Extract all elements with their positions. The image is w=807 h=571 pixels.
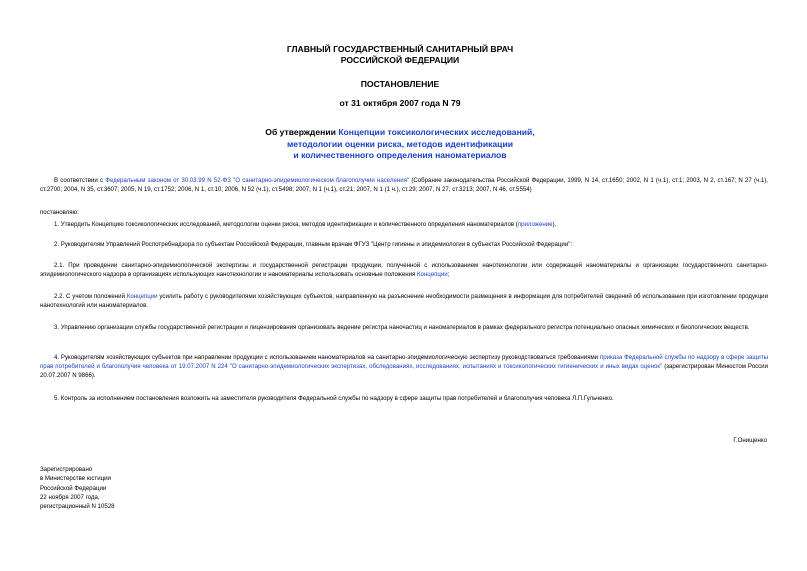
title-concept-link[interactable]: Концепции токсикологических исследований,	[338, 127, 535, 137]
concept-link-2-2[interactable]: Концепции	[126, 293, 158, 300]
paragraph-4: 4. Руководителям хозяйствующих субъектов при направлении продукции с использованием наноматериалов на санитарно-эпидемиологическую экспертизу руководствоваться требованиями приказа Федеральной службы по надзору в сфере защиты прав потребителей и благополучия человека от 19.07.2007 N 224 "О санитарно-эпидемиологических экспертизах, обследованиях, исследованиях, испытаниях и токсикологических гигиенических и иных видах оценок" (зарегистрирован Минюстом России 20.07.2007 N 9866).	[40, 354, 768, 379]
paragraph-5: 5. Контроль за исполнением постановления возложить на заместителя руководителя Федеральной службы по надзору в сфере защиты прав потребителей и благополучия человека Л.П.Гульченко.	[54, 395, 614, 402]
registration-line-5: регистрационный N 10528	[40, 503, 115, 511]
document-title	[150, 127, 650, 162]
registration-block	[40, 465, 115, 511]
paragraph-2: 2. Руководителям Управлений Роспотребнадзора по субъектам Российской Федерации, главным врачам ФГУЗ "Центр гигиены и эпидемиологии в субъектах Российской Федерации":	[54, 241, 573, 248]
document-type: ПОСТАНОВЛЕНИЕ	[360, 79, 440, 89]
document-date-number: от 31 октября 2007 года N 79	[339, 98, 461, 108]
registration-line-1: Зарегистрировано	[40, 466, 93, 473]
registration-line-4: 22 ноября 2007 года,	[40, 493, 100, 501]
federal-law-link[interactable]: Федеральным законом от 30.03.99 N 52-ФЗ "О санитарно-эпидемиологическом благополучии населения"	[105, 177, 410, 184]
title-concept-link-line-3[interactable]: и количественного определения наноматериалов	[293, 150, 507, 160]
paragraph-2-1: 2.1. При проведении санитарно-эпидемиологической экспертизы и государственной регистрации продукции, полученной с использованием нанотехнологии или содержащей наноматериалы и организации государственного санитарно-эпидемиологического надзора в организациях использующих нанотехнологии и наноматериалы использовать основные положения Концепции;	[40, 262, 768, 278]
signature: Г.Онищенко	[733, 437, 767, 444]
paragraph-3: 3. Управлению организации службы государственной регистрации и лицензирования организовать ведение регистра наночастиц и наноматериалов в рамках федерального регистра потенциально опасных химических и биологических веществ.	[54, 324, 750, 331]
registration-line-2: в Министерстве юстиции	[40, 475, 111, 483]
authority-line-1: ГЛАВНЫЙ ГОСУДАРСТВЕННЫЙ САНИТАРНЫЙ ВРАЧ	[286, 44, 514, 54]
order-224-link[interactable]: приказа Федеральной службы по надзору в сфере защиты прав потребителей и благополучия человека от 19.07.2007 N 224 "О санитарно-эпидемиологических экспертизах, обследованиях, исследованиях, испытаниях и токсикологических гигиенических и иных видах оценок"	[40, 354, 768, 370]
intro-paragraph: В соответствии с Федеральным законом от 30.03.99 N 52-ФЗ "О санитарно-эпидемиологическом благополучии населения" (Собрание законодательства Российской Федерации, 1999, N 14, ст.1650; 2002, N 1 (ч.1), ст.1; 2003, N 2, ст.167; N 27 (ч.1), ст.2700; 2004, N 35, ст.3607; 2005, N 19, ст.1752; 2006, N 1, ст.10; 2006, N 52 (ч.1), ст.5498; 2007, N 1 (ч.1), ст.21; 2007, N 1 (1 ч.), ст.29; 2007, N 27, ст.3213; 2007, N 46, ст.5554)	[40, 177, 768, 193]
resolved-text: постановляю:	[40, 209, 79, 216]
registration-line-3: Российской Федерации	[40, 484, 107, 492]
paragraph-2-2: 2.2. С учетом положений Концепции усилить работу с руководителями хозяйствующих субъектов, направленную на разъяснение необходимости размещения в информации для потребителей сведений об использовании при изготовлении продукции нанотехнологий или наноматериалов.	[40, 293, 768, 309]
paragraph-1: 1. Утвердить Концепцию токсикологических исследований, методологии оценки риска, методов идентификации и количественного определения наноматериалов (приложение).	[54, 221, 557, 228]
appendix-link[interactable]: приложение	[517, 221, 553, 228]
title-prefix: Об утверждении	[265, 127, 339, 137]
authority-line-2: РОССИЙСКОЙ ФЕДЕРАЦИИ	[340, 55, 460, 65]
issuing-authority	[150, 44, 650, 66]
title-concept-link-line-2[interactable]: методологии оценки риска, методов идентификации	[286, 138, 514, 149]
concept-link-2-1[interactable]: Концепции	[417, 271, 448, 278]
